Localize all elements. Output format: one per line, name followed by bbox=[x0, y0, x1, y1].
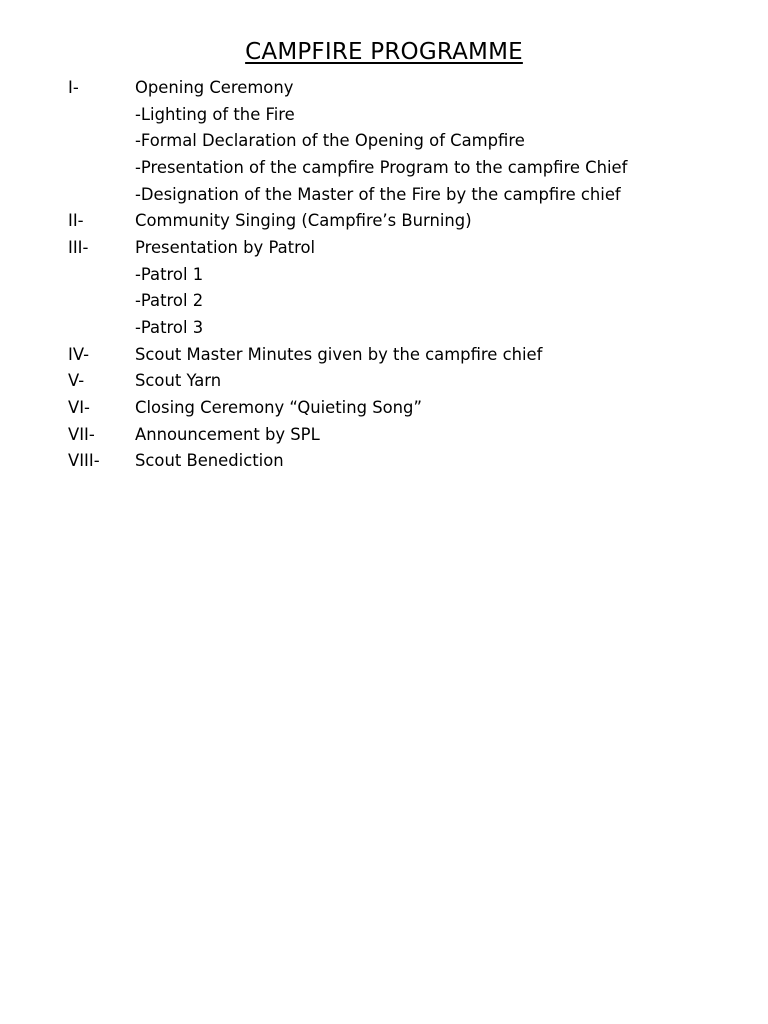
item-text: Scout Benediction bbox=[135, 451, 284, 471]
item-text: -Formal Declaration of the Opening of Campfire bbox=[135, 131, 525, 151]
item-text: -Lighting of the Fire bbox=[135, 104, 295, 124]
list-item bbox=[68, 101, 748, 128]
item-text: -Presentation of the campfire Program to the campfire Chief bbox=[135, 157, 628, 177]
item-text: Community Singing (Campfire’s Burning) bbox=[135, 211, 472, 231]
item-number: II- bbox=[68, 211, 84, 231]
item-text: Scout Yarn bbox=[135, 371, 222, 391]
list-item bbox=[68, 394, 748, 421]
item-text: -Patrol 1 bbox=[135, 264, 204, 284]
item-number: VII- bbox=[68, 424, 95, 444]
page-title bbox=[0, 37, 768, 67]
page-title-text: CAMPFIRE PROGRAMME bbox=[245, 39, 523, 65]
list-item bbox=[68, 127, 748, 154]
item-number: V- bbox=[68, 371, 85, 391]
programme-list bbox=[68, 74, 748, 474]
item-text: -Patrol 2 bbox=[135, 291, 204, 311]
list-item bbox=[68, 314, 748, 341]
item-number: VIII- bbox=[68, 451, 100, 471]
list-item bbox=[68, 261, 748, 288]
list-item bbox=[68, 207, 748, 234]
item-number: VI- bbox=[68, 398, 90, 418]
item-number: IV- bbox=[68, 344, 89, 364]
list-item bbox=[68, 448, 748, 475]
item-text: -Designation of the Master of the Fire by the campfire chief bbox=[135, 184, 621, 204]
item-text: Announcement by SPL bbox=[135, 424, 320, 444]
item-text: Scout Master Minutes given by the campfire chief bbox=[135, 344, 543, 364]
list-item bbox=[68, 181, 748, 208]
list-item bbox=[68, 154, 748, 181]
item-text: Closing Ceremony “Quieting Song” bbox=[135, 398, 422, 418]
item-text: Opening Ceremony bbox=[135, 77, 294, 97]
list-item bbox=[68, 288, 748, 315]
list-item bbox=[68, 234, 748, 261]
list-item bbox=[68, 368, 748, 395]
item-text: -Patrol 3 bbox=[135, 318, 204, 338]
list-item bbox=[68, 74, 748, 101]
list-item bbox=[68, 341, 748, 368]
item-text: Presentation by Patrol bbox=[135, 237, 316, 257]
item-number: I- bbox=[68, 77, 79, 97]
list-item bbox=[68, 421, 748, 448]
item-number: III- bbox=[68, 237, 89, 257]
